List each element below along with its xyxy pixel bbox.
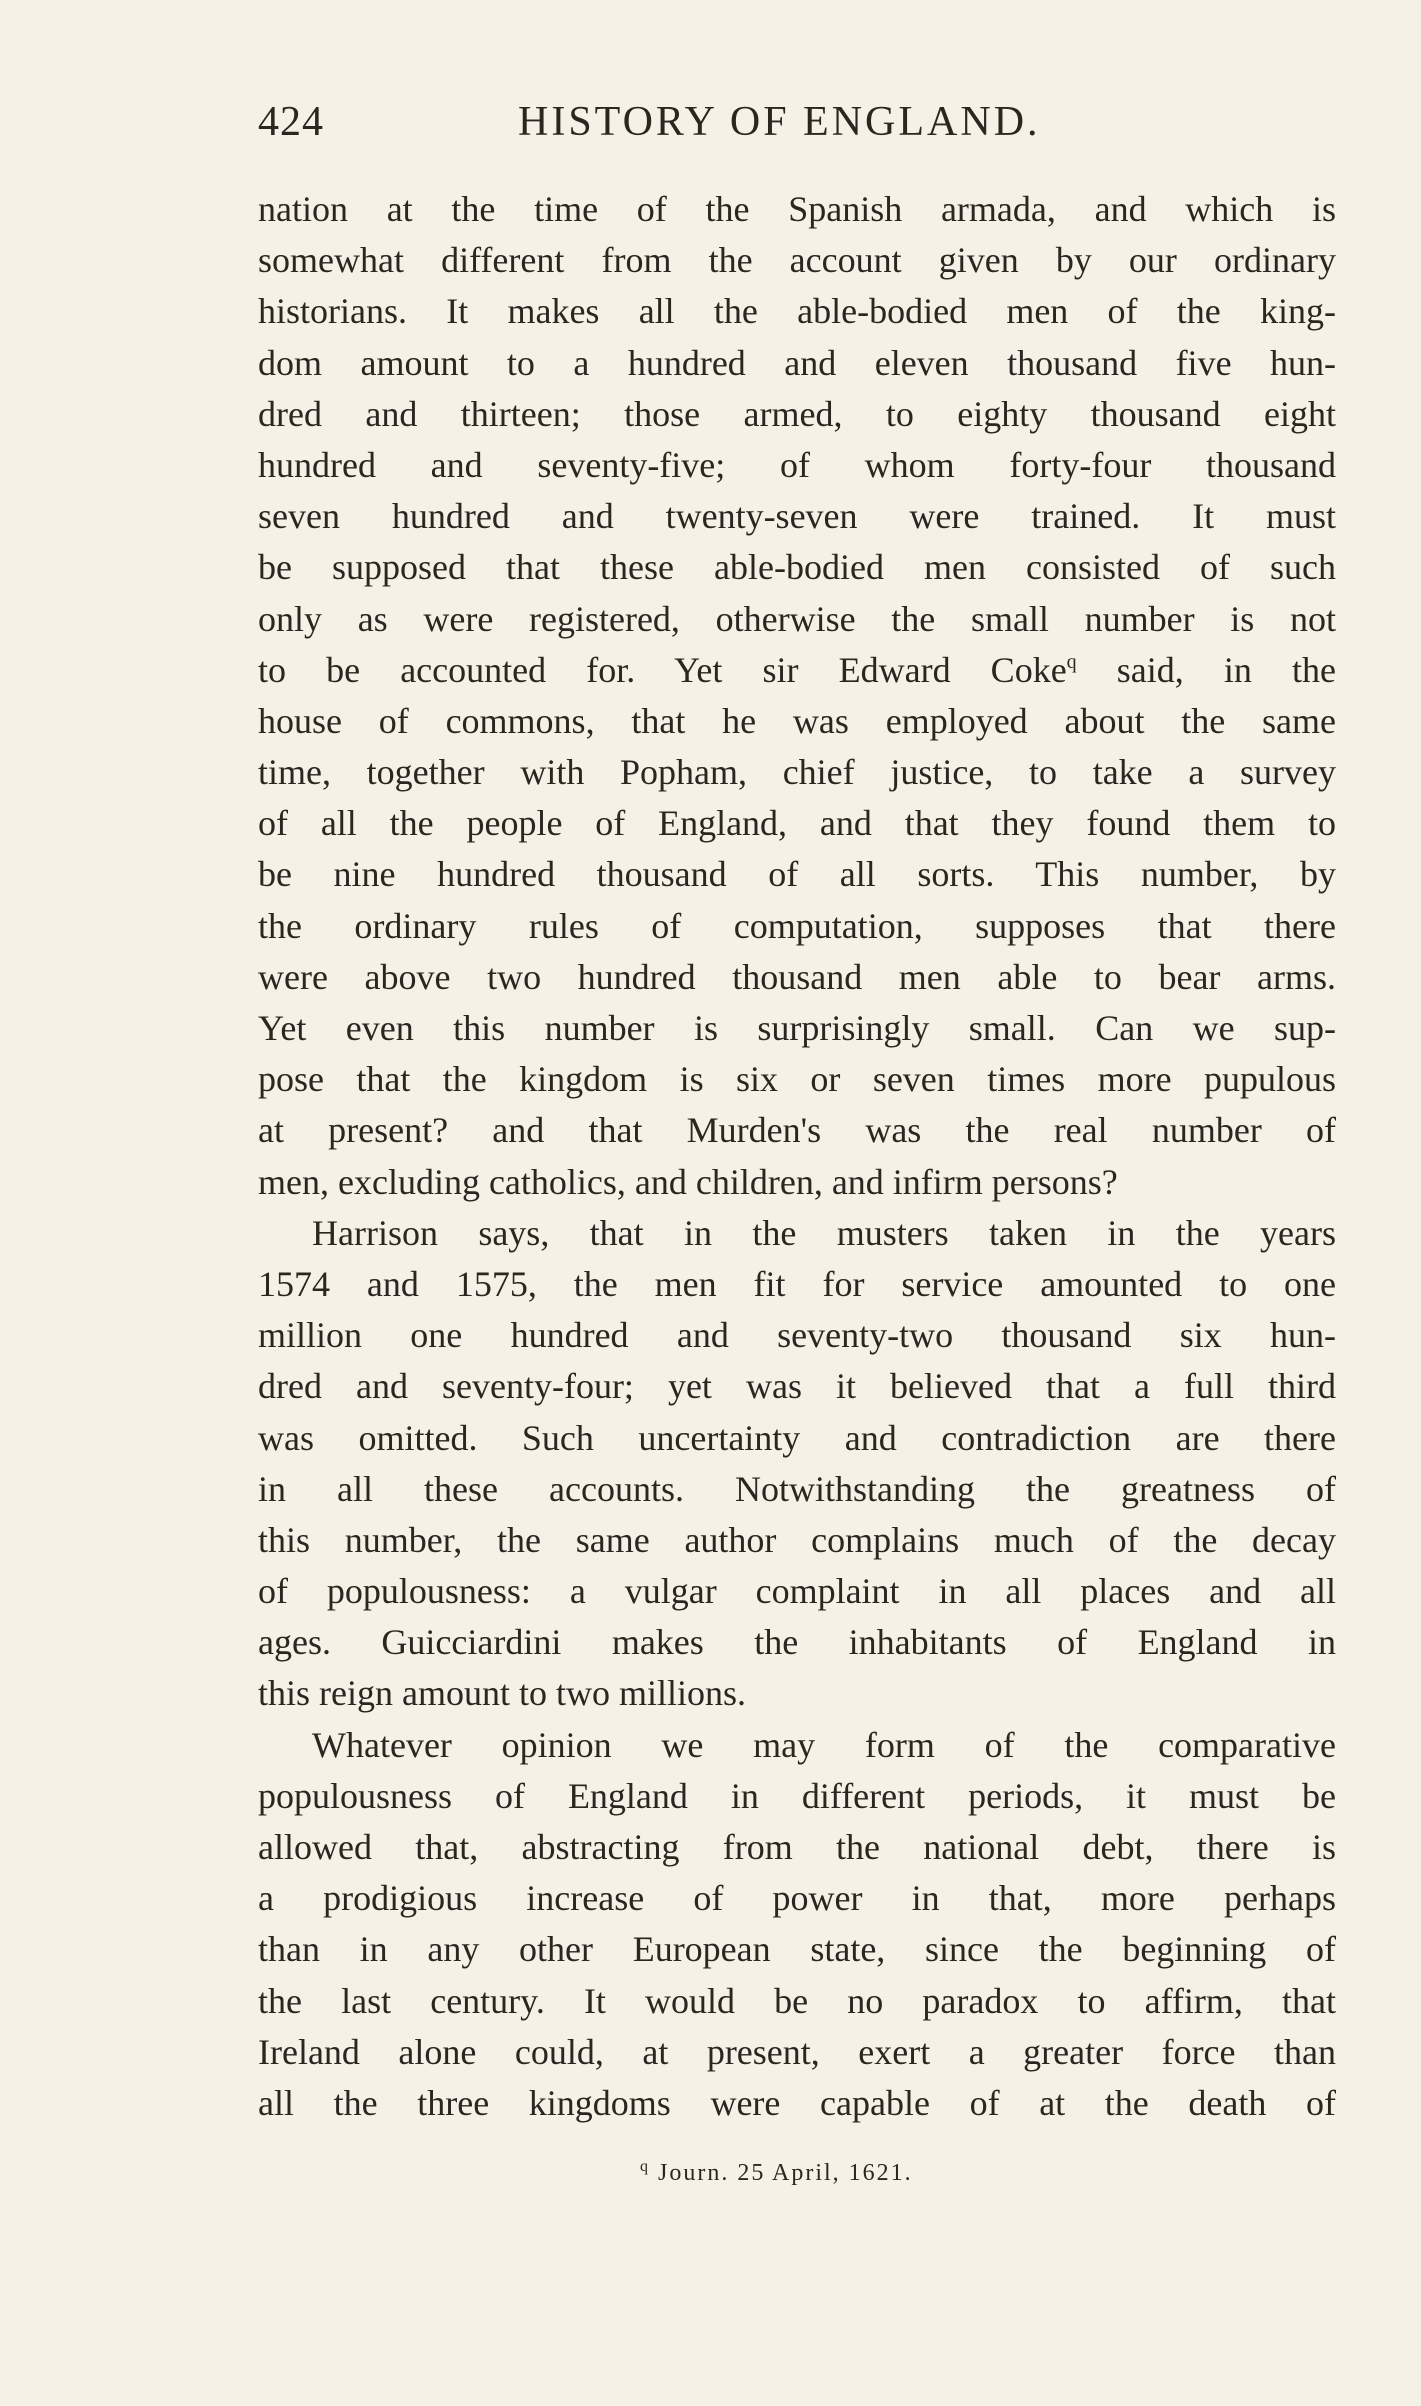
coke-line-before: to be accounted for. Yet sir Edward Coke <box>258 649 1067 690</box>
footnote-reference: q <box>1066 650 1077 673</box>
text-line: in all these accounts. Notwithstanding the greatness of <box>258 1468 1336 1509</box>
text-line: this reign amount to two millions. <box>258 1673 746 1714</box>
text-line: than in any other European state, since the beginning of <box>258 1929 1336 1970</box>
page-number: 424 <box>258 99 324 145</box>
text-line: of populousness: a vulgar complaint in all places and all <box>258 1571 1336 1612</box>
text-line: dred and seventy-four; yet was it believed that a full third <box>258 1366 1336 1407</box>
text-line: house of commons, that he was employed about the same <box>258 700 1336 741</box>
body-text <box>258 184 1336 2129</box>
text-line: nation at the time of the Spanish armada, and which is <box>258 189 1336 229</box>
text-line: Yet even this number is surprisingly small. Can we sup- <box>258 1008 1336 1048</box>
text-line: pose that the kingdom is six or seven times more pupulous <box>258 1059 1336 1100</box>
text-line: million one hundred and seventy-two thousand six hun- <box>258 1315 1336 1356</box>
text-line: allowed that, abstracting from the national debt, there is <box>258 1827 1336 1867</box>
text-line: Harrison says, that in the musters taken in the years <box>312 1212 1336 1253</box>
text-line: populousness of England in different periods, it must be <box>258 1775 1336 1816</box>
text-line: dom amount to a hundred and eleven thousand five hun- <box>258 342 1336 383</box>
text-line: somewhat different from the account given by our ordinary <box>258 240 1336 281</box>
text-line: this number, the same author complains much of the decay <box>258 1519 1336 1560</box>
text-line: only as were registered, otherwise the small number is not <box>258 598 1336 639</box>
text-line: at present? and that Murden's was the real number of <box>258 1110 1336 1151</box>
running-head: HISTORY OF ENGLAND. <box>518 99 1041 145</box>
text-line: be nine hundred thousand of all sorts. This number, by <box>258 854 1336 895</box>
text-line: a prodigious increase of power in that, more perhaps <box>258 1878 1336 1919</box>
text-line: Ireland alone could, at present, exert a greater force than <box>258 2031 1336 2072</box>
text-line: dred and thirteen; those armed, to eighty thousand eight <box>258 393 1336 434</box>
text-line: 1574 and 1575, the men fit for service amounted to one <box>258 1263 1336 1304</box>
text-line: be supposed that these able-bodied men consisted of such <box>258 547 1336 588</box>
text-line: historians. It makes all the able-bodied men of the king- <box>258 291 1336 332</box>
text-line: of all the people of England, and that they found them to <box>258 803 1336 844</box>
text-line: the last century. It would be no paradox to affirm, that <box>258 1980 1336 2021</box>
text-line: was omitted. Such uncertainty and contradiction are there <box>258 1417 1336 1458</box>
footnote <box>640 2158 913 2187</box>
text-line: all the three kingdoms were capable of at the death of <box>258 2082 1336 2123</box>
footnote-mark: q <box>640 2158 650 2175</box>
text-line: were above two hundred thousand men able to bear arms. <box>258 956 1336 997</box>
text-line: seven hundred and twenty-seven were trained. It must <box>258 496 1336 537</box>
text-line-with-footnote-mark <box>258 645 1336 696</box>
text-line: ages. Guicciardini makes the inhabitants of England in <box>258 1622 1336 1663</box>
text-line: time, together with Popham, chief justice, to take a survey <box>258 752 1336 793</box>
text-line: hundred and seventy-five; of whom forty-four thousand <box>258 444 1336 485</box>
paragraph-2 <box>258 1208 1336 1720</box>
paragraph-3 <box>258 1720 1336 2130</box>
page-header <box>258 98 1338 158</box>
text-line: men, excluding catholics, and children, and infirm persons? <box>258 1161 1118 1202</box>
paragraph-1 <box>258 184 1336 1208</box>
coke-line-after: said, in the <box>1076 649 1336 690</box>
text-line: Whatever opinion we may form of the comparative <box>312 1724 1336 1765</box>
footnote-text: Journ. 25 April, 1621. <box>650 2160 913 2186</box>
text-line: the ordinary rules of computation, supposes that there <box>258 905 1336 946</box>
